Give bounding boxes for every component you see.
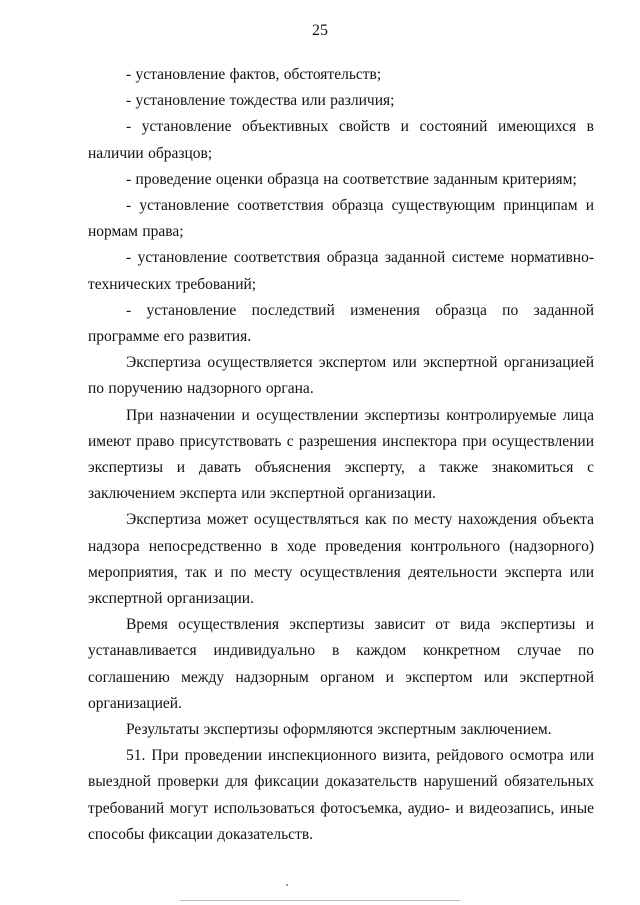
list-item-technical-requirements: - установление соответствия образца заданной системе нормативно-технических требований; [88,249,594,293]
list-item-facts: - установление фактов, обстоятельств; [126,66,382,83]
list-item-consequences: - установление последствий изменения образца по заданной программе его развития. [88,301,594,346]
paragraph-expertise-performer: Экспертиза осуществляется экспертом или экспертной организацией по поручению надзорного органа. [88,354,594,398]
scan-edge-line [180,900,460,901]
document-body [88,62,594,848]
scan-speck [286,884,288,886]
paragraph-expertise-duration: Время осуществления экспертизы зависит от вида экспертизы и устанавливается индивидуально в каждом конкретном случае по соглашению между надзорным органом и экспертом или экспертной организацией. [88,616,594,712]
list-item-identity: - установление тождества или различия; [126,92,395,110]
paragraph-expertise-results: Результаты экспертизы оформляются экспертным заключением. [126,721,552,739]
list-item-legal-principles: - установление соответствия образца существующим принципам и нормам права; [88,197,594,241]
paragraph-expertise-location: Экспертиза может осуществляться как по месту нахождения объекта надзора непосредственно в ходе проведения контрольного (надзорного) мероприятия, так и по месту осуществления деятельности эксперта или экспертной организации. [88,511,594,608]
page-number: 25 [312,22,328,39]
list-item-criteria: - проведение оценки образца на соответствие заданным критериям; [126,170,577,188]
paragraph-controlled-persons-rights: При назначении и осуществлении экспертизы контролируемые лица имеют право присутствовать с разрешения инспектора при осуществлении экспертизы и давать объяснения эксперту, а также знакомиться с заключением эксперта или экспертной организации. [88,406,594,503]
paragraph-item-51: 51. При проведении инспекционного визита, рейдового осмотра или выездной проверки для фиксации доказательств нарушений обязательных требований могут использоваться фотосъемка, аудио- и видеозапись, иные способы фиксации доказательств. [88,747,594,843]
list-item-properties: - установление объективных свойств и состояний имеющихся в наличии образцов; [88,118,594,162]
